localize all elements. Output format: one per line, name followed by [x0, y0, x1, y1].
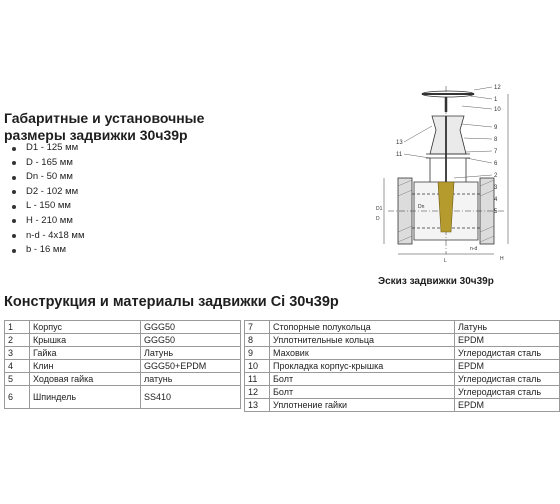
callout-label: 1 — [494, 97, 498, 103]
part-name: Клин — [30, 360, 141, 373]
table-row — [5, 321, 241, 334]
part-material: Углеродистая сталь — [455, 347, 560, 360]
parts-table-right — [244, 320, 560, 412]
part-number: 3 — [5, 347, 30, 360]
part-number: 9 — [245, 347, 270, 360]
part-number: 2 — [5, 334, 30, 347]
part-material: латунь — [141, 373, 241, 386]
callout-label: 10 — [494, 107, 501, 113]
part-material: Углеродистая сталь — [455, 386, 560, 399]
part-number: 12 — [245, 386, 270, 399]
callout-label: 6 — [494, 161, 498, 167]
dimension-item: L - 150 мм — [8, 199, 84, 214]
part-number: 13 — [245, 399, 270, 412]
part-material: GGG50 — [141, 321, 241, 334]
part-name: Болт — [270, 386, 455, 399]
part-number: 5 — [5, 373, 30, 386]
callout-label: 8 — [494, 137, 498, 143]
dimension-item: D2 - 102 мм — [8, 185, 84, 200]
parts-table-left — [4, 320, 241, 409]
callout-label: 3 — [494, 185, 498, 191]
part-material: EPDM — [455, 334, 560, 347]
callout-label: 13 — [396, 140, 403, 146]
part-material: Латунь — [141, 347, 241, 360]
part-name: Маховик — [270, 347, 455, 360]
table-row — [5, 347, 241, 360]
callout-label: 9 — [494, 125, 498, 131]
part-number: 1 — [5, 321, 30, 334]
callout-label: 11 — [396, 152, 403, 158]
callout-label: 5 — [494, 209, 498, 215]
table-row — [245, 386, 560, 399]
part-name: Уплотнение гайки — [270, 399, 455, 412]
dimensions-list — [8, 141, 84, 258]
dimension-item: D1 - 125 мм — [8, 141, 84, 156]
part-material: EPDM — [455, 360, 560, 373]
dim-label: H — [500, 256, 504, 262]
table-row — [5, 360, 241, 373]
dim-label: n-d — [470, 246, 478, 252]
callout-label: 12 — [494, 85, 501, 91]
table-row — [245, 399, 560, 412]
wedge-shape — [438, 182, 454, 232]
part-name: Крышка — [30, 334, 141, 347]
callout-label: 2 — [494, 173, 498, 179]
part-number: 10 — [245, 360, 270, 373]
part-name: Гайка — [30, 347, 141, 360]
sketch-caption: Эскиз задвижки 30ч39р — [378, 276, 494, 287]
part-material: EPDM — [455, 399, 560, 412]
table-row — [245, 347, 560, 360]
callout-label: 7 — [494, 149, 498, 155]
part-name: Корпус — [30, 321, 141, 334]
part-name: Ходовая гайка — [30, 373, 141, 386]
dim-label: L — [444, 258, 447, 264]
dimension-item: Dn - 50 мм — [8, 170, 84, 185]
dim-label: D — [376, 216, 380, 222]
table-row — [245, 334, 560, 347]
parts-title: Конструкция и материалы задвижки Ci 30ч39р — [4, 294, 339, 310]
part-material: Углеродистая сталь — [455, 373, 560, 386]
part-material: Латунь — [455, 321, 560, 334]
part-material: SS410 — [141, 386, 241, 409]
part-number: 7 — [245, 321, 270, 334]
table-row — [245, 360, 560, 373]
part-name: Стопорные полукольца — [270, 321, 455, 334]
dimensions-title: Габаритные и установочные размеры задвижки 30ч39р — [4, 110, 205, 143]
dim-label: Dn — [418, 204, 425, 210]
dimension-item: D - 165 мм — [8, 156, 84, 171]
table-row — [5, 386, 241, 409]
dimension-item: H - 210 мм — [8, 214, 84, 229]
dim-label: D1 — [376, 206, 383, 212]
part-number: 4 — [5, 360, 30, 373]
part-number: 6 — [5, 386, 30, 409]
table-row — [5, 334, 241, 347]
part-name: Шпиндель — [30, 386, 141, 409]
part-material: GGG50+EPDM — [141, 360, 241, 373]
dimension-item: b - 16 мм — [8, 243, 84, 258]
table-row — [245, 321, 560, 334]
part-name: Болт — [270, 373, 455, 386]
part-name: Прокладка корпус-крышка — [270, 360, 455, 373]
valve-sketch-drawing — [374, 82, 514, 272]
part-material: GGG50 — [141, 334, 241, 347]
part-name: Уплотнительные кольца — [270, 334, 455, 347]
part-number: 8 — [245, 334, 270, 347]
table-row — [245, 373, 560, 386]
dimension-item: n-d - 4x18 мм — [8, 229, 84, 244]
callout-label: 4 — [494, 197, 498, 203]
table-row — [5, 373, 241, 386]
part-number: 11 — [245, 373, 270, 386]
